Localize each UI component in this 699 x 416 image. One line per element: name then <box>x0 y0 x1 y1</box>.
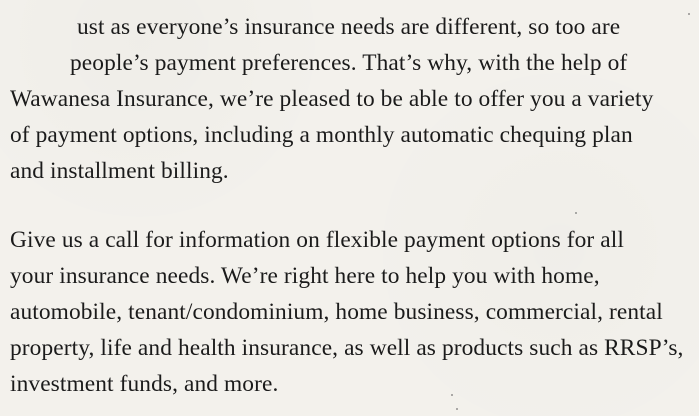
paragraph-1-line-3: Wawanesa Insurance, we’re pleased to be able to offer you a variety <box>10 86 654 112</box>
paragraph-2-line-3: automobile, tenant/condominium, home business, commercial, rental <box>10 299 663 325</box>
paragraph-2-line-1: Give us a call for information on flexible payment options for all <box>10 227 624 253</box>
scan-speck <box>688 13 690 15</box>
paragraph-1-line-5: and installment billing. <box>10 158 229 184</box>
paragraph-1-line-1: ust as everyone’s insurance needs are different, so too are <box>77 14 621 40</box>
paragraph-1-line-4: of payment options, including a monthly automatic chequing plan <box>10 122 633 148</box>
scan-speck <box>575 212 577 214</box>
paragraph-2-line-4: property, life and health insurance, as well as products such as RRSP’s, <box>10 335 684 361</box>
paragraph-2-line-5: investment funds, and more. <box>10 371 279 397</box>
paragraph-2-line-2: your insurance needs. We’re right here to help you with home, <box>10 263 600 289</box>
scan-speck <box>456 408 458 410</box>
scan-speck <box>451 394 453 396</box>
paragraph-1-line-2: people’s payment preferences. That’s why, with the help of <box>70 50 628 76</box>
